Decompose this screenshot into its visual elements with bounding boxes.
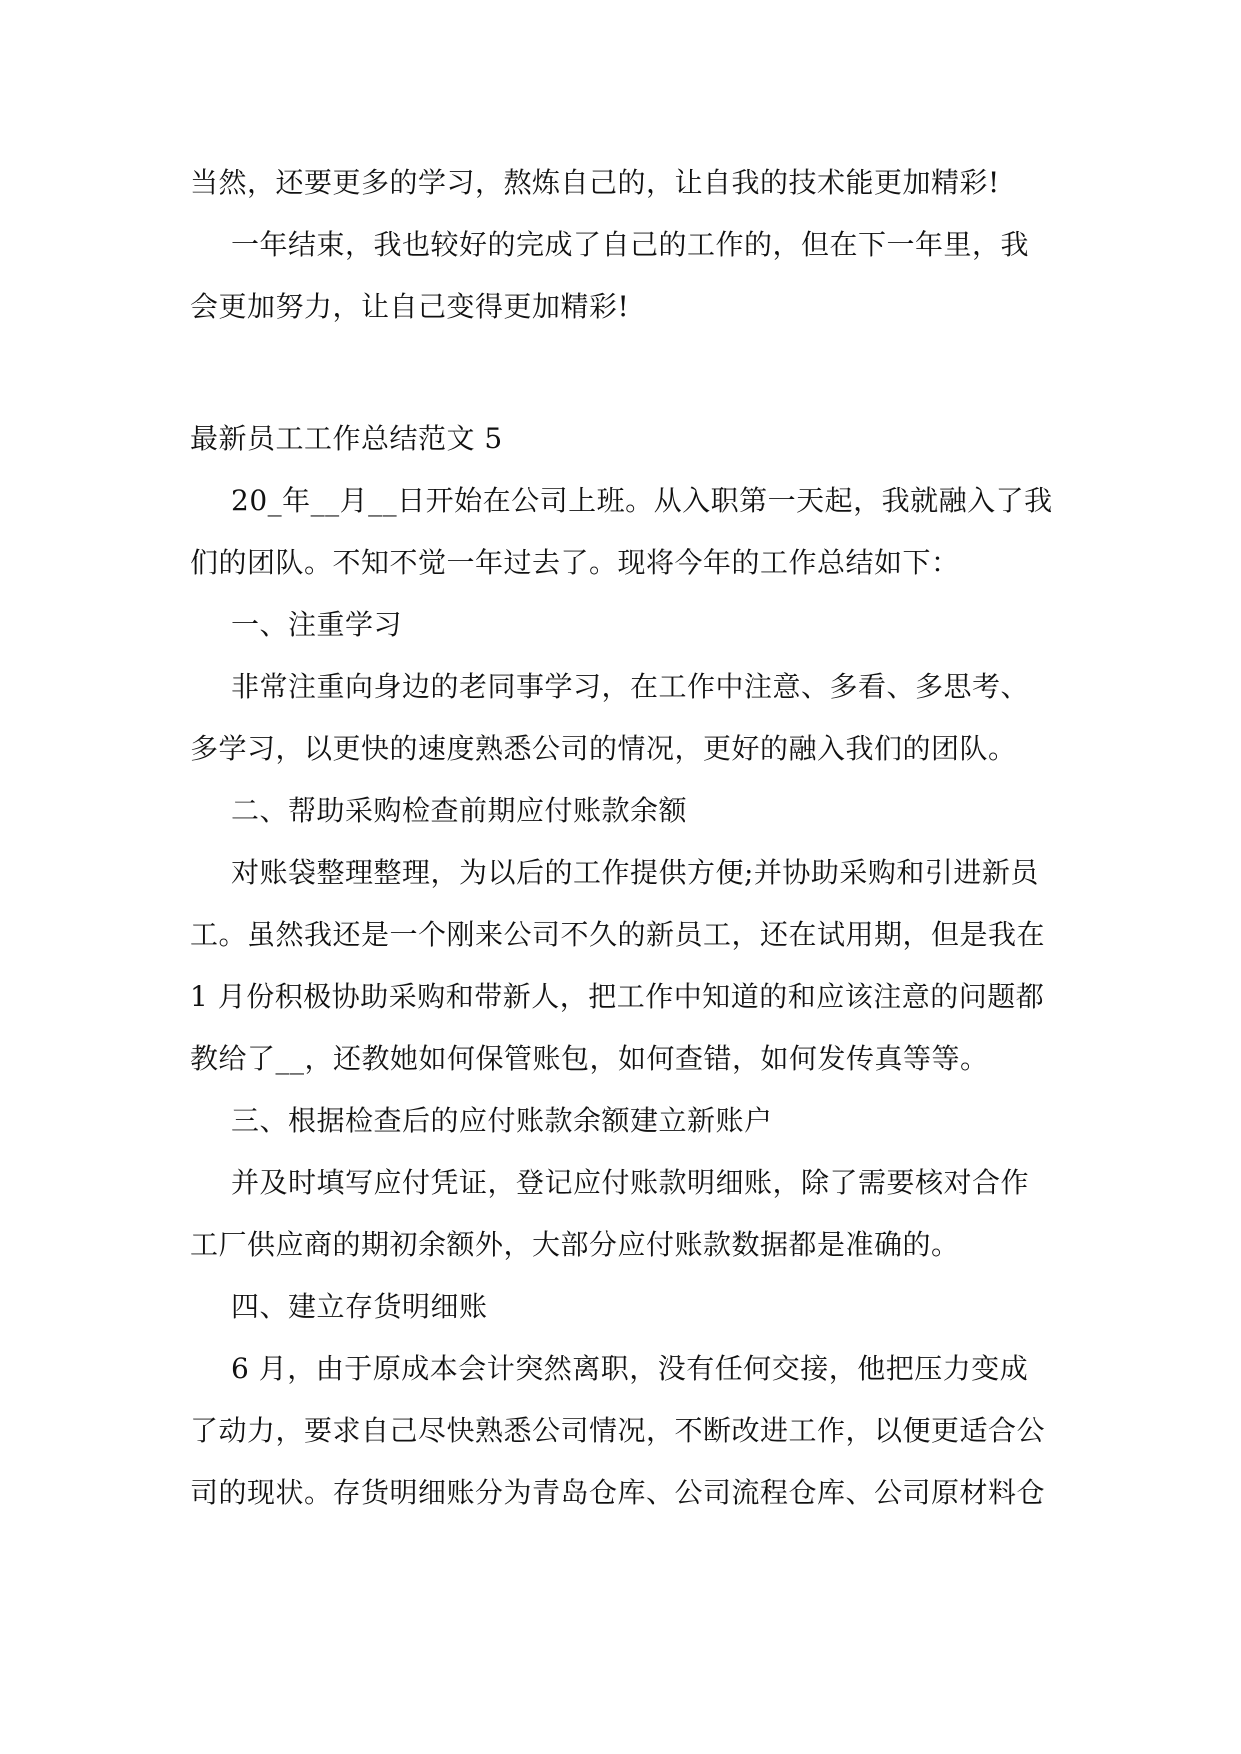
- paragraph-line: 6 月，由于原成本会计突然离职，没有任何交接，他把压力变成: [231, 1352, 1029, 1385]
- subheading: 四、建立存货明细账: [231, 1290, 488, 1323]
- paragraph-line: 会更加努力，让自己变得更加精彩!: [190, 290, 630, 323]
- subheading: 一、注重学习: [231, 608, 403, 641]
- section-heading: 最新员工工作总结范文 5: [190, 422, 503, 455]
- paragraph-line: 并及时填写应付凭证，登记应付账款明细账，除了需要核对合作: [231, 1166, 1030, 1199]
- paragraph-line: 了动力，要求自己尽快熟悉公司情况，不断改进工作，以便更适合公: [190, 1414, 1046, 1447]
- paragraph-line: 非常注重向身边的老同事学习，在工作中注意、多看、多思考、: [231, 670, 1030, 703]
- paragraph-line: 对账袋整理整理，为以后的工作提供方便;并协助采购和引进新员: [231, 856, 1039, 889]
- paragraph-line: 司的现状。存货明细账分为青岛仓库、公司流程仓库、公司原材料仓: [190, 1476, 1046, 1509]
- subheading: 二、帮助采购检查前期应付账款余额: [231, 794, 688, 827]
- paragraph-line: 一年结束，我也较好的完成了自己的工作的，但在下一年里，我: [231, 228, 1030, 261]
- subheading: 三、根据检查后的应付账款余额建立新账户: [231, 1104, 773, 1137]
- paragraph-line: 当然，还要更多的学习，熬炼自己的，让自我的技术能更加精彩!: [190, 166, 1000, 199]
- paragraph-line: 多学习，以更快的速度熟悉公司的情况，更好的融入我们的团队。: [190, 732, 1017, 765]
- paragraph-line: 1 月份积极协助采购和带新人，把工作中知道的和应该注意的问题都: [190, 980, 1045, 1013]
- paragraph-line: 工。虽然我还是一个刚来公司不久的新员工，还在试用期，但是我在: [190, 918, 1046, 951]
- paragraph-line: 工厂供应商的期初余额外，大部分应付账款数据都是准确的。: [190, 1228, 960, 1261]
- paragraph-line: 教给了__，还教她如何保管账包，如何查错，如何发传真等等。: [190, 1042, 989, 1075]
- paragraph-line: 们的团队。不知不觉一年过去了。现将今年的工作总结如下：: [190, 546, 960, 579]
- paragraph-line: 20_年__月__日开始在公司上班。从入职第一天起，我就融入了我: [231, 484, 1053, 517]
